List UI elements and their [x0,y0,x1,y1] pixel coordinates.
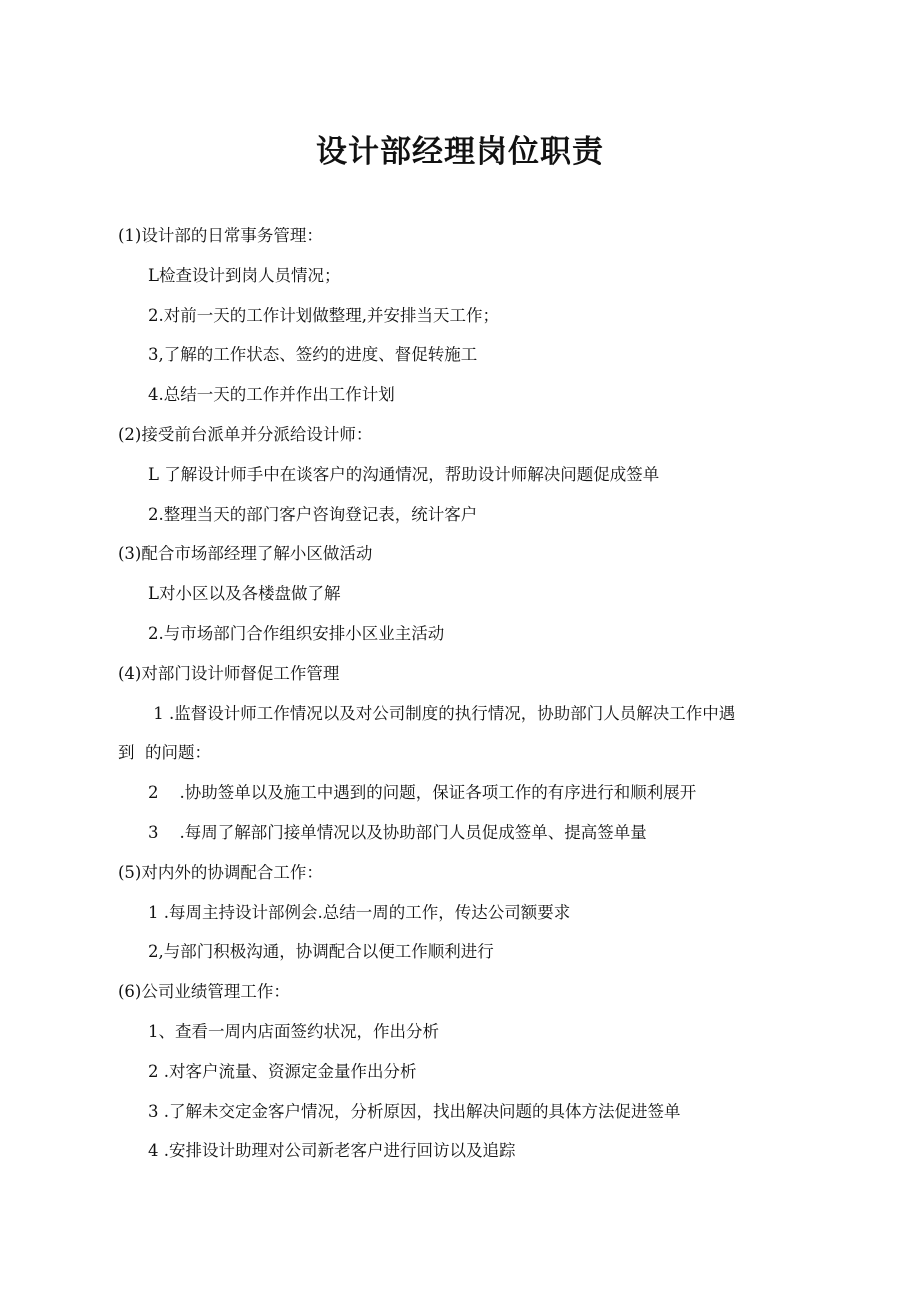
section-heading-1: (1)设计部的日常事务管理： [118,226,323,245]
list-item: 2 .对客户流量、资源定金量作出分析 [148,1061,417,1081]
list-item: L 了解设计师手中在谈客户的沟通情况，帮助设计师解决问题促成签单 [148,464,660,484]
list-item: L对小区以及各楼盘做了解 [148,584,341,604]
list-item: 2.对前一天的工作计划做整理,并安排当天工作； [148,305,499,325]
list-item: 3,了解的工作状态、签约的进度、督促转施工 [148,345,478,365]
list-item: 2.整理当天的部门客户咨询登记表，统计客户 [148,504,478,524]
list-item: 2,与部门积极沟通，协调配合以便工作顺利进行 [148,942,494,962]
list-item: 3 .了解未交定金客户情况，分析原因，找出解决问题的具体方法促进签单 [148,1101,681,1121]
list-item: 4 .安排设计助理对公司新老客户进行回访以及追踪 [148,1141,516,1161]
section-heading-3: (3)配合市场部经理了解小区做活动 [118,544,373,564]
list-item: 2.与市场部门合作组织安排小区业主活动 [148,623,445,643]
list-item: 1、查看一周内店面签约状况，作出分析 [148,1021,439,1041]
list-item: L检查设计到岗人员情况； [148,265,341,285]
page-title: 设计部经理岗位职责 [316,134,604,170]
list-item: 4.总结一天的工作并作出工作计划 [148,385,395,405]
list-item: 1 .监督设计师工作情况以及对公司制度的执行情况，协助部门人员解决工作中遇 [148,703,736,723]
list-item-continuation: 到 的问题： [118,743,211,763]
section-heading-4: (4)对部门设计师督促工作管理 [118,663,340,683]
section-heading-5: (5)对内外的协调配合工作： [118,862,323,882]
section-heading-2: (2)接受前台派单并分派给设计师： [118,424,373,444]
list-item: 1 .每周主持设计部例会.总结一周的工作，传达公司额要求 [148,902,571,922]
list-item: 2 .协助签单以及施工中遇到的问题，保证各项工作的有序进行和顺利展开 [148,783,697,803]
document-body [118,216,818,1171]
list-item: 3 .每周了解部门接单情况以及协助部门人员促成签单、提高签单量 [148,822,647,842]
section-heading-6: (6)公司业绩管理工作： [118,982,290,1002]
